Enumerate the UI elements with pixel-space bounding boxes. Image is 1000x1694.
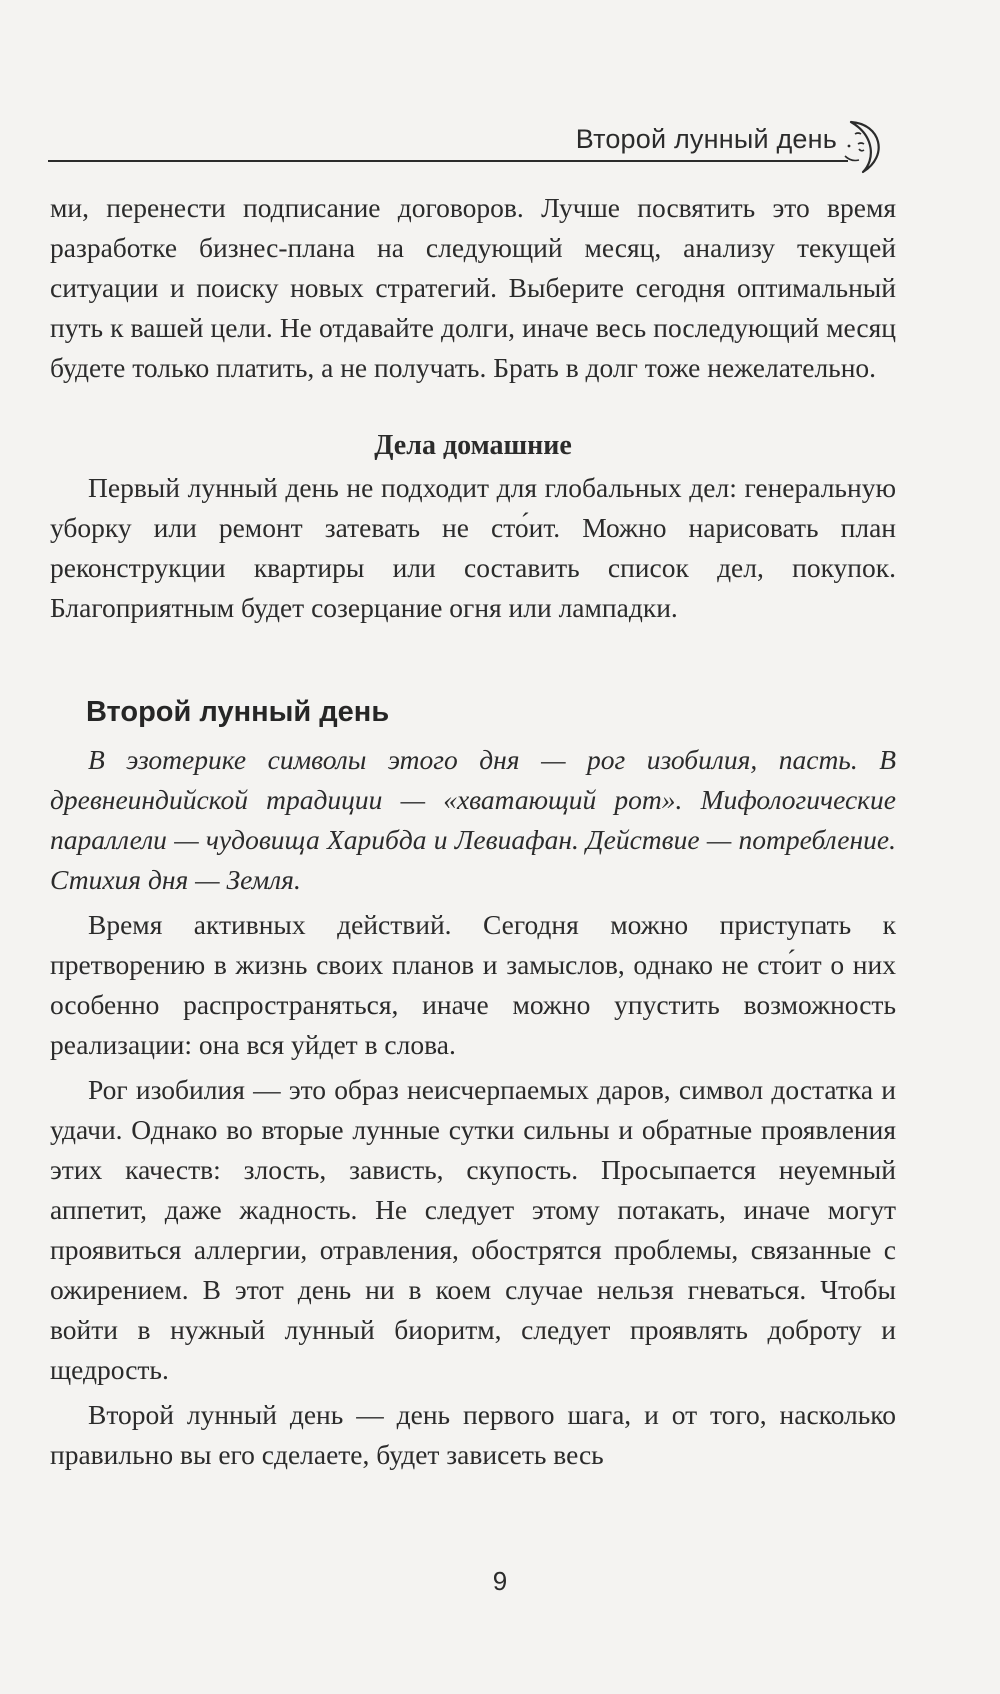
intro-italic-paragraph: В эзотерике символы этого дня — рог изобилия, пасть. В древнеиндийской традиции — «хватающий рот». Мифологические параллели — чудовища Харибда и Левиафан. Действие — потребление. Стихия дня — Земля.: [50, 744, 896, 895]
section-heading-second-day: Второй лунный день: [86, 696, 390, 728]
continuation-paragraph: ми, перенести подписание договоров. Лучше посвятить это время разработке бизнес-плана на следующий месяц, анализу текущей ситуации и поиску новых стратегий. Выберите сегодня оптимальный путь к вашей цели. Не отдавайте долги, иначе весь последующий месяц будете только платить, а не получать. Брать в долг тоже нежелательно.: [50, 192, 896, 383]
second-day-body: [50, 740, 896, 1475]
running-title: Второй лунный день: [575, 124, 837, 154]
crescent-moon-icon: [841, 116, 893, 178]
home-paragraph: Первый лунный день не подходит для глобальных дел: генеральную уборку или ремонт затевать не сто́ит. Можно нарисовать план реконструкции квартиры или составить список дел, покупок. Благоприятным будет созерцание огня или лампадки.: [50, 472, 896, 623]
header-rule: [48, 160, 848, 162]
body-paragraph: Второй лунный день — день первого шага, и от того, насколько правильно вы его сделаете, будет зависеть весь: [50, 1399, 896, 1470]
body-paragraph: Рог изобилия — это образ неисчерпаемых даров, символ достатка и удачи. Однако во вторые лунные сутки сильны и обратные проявления этих качеств: злость, зависть, скупость. Просыпается неуемный аппетит, даже жадность. Не следует этому потакать, иначе могут проявиться аллергии, отравления, обострятся проблемы, связанные с ожирением. В этот день ни в коем случае нельзя гневаться. Чтобы войти в нужный лунный биоритм, следует проявлять доброту и щедрость.: [50, 1074, 896, 1385]
running-header: [48, 116, 893, 166]
body-paragraph: Время активных действий. Сегодня можно приступать к претворению в жизнь своих планов и замыслов, однако не сто́ит о них особенно распространяться, иначе можно упустить возможность реализации: она вся уйдет в слова.: [50, 909, 896, 1060]
page-number: 9: [492, 1566, 508, 1596]
section-title-home: Дела домашние: [374, 430, 572, 461]
